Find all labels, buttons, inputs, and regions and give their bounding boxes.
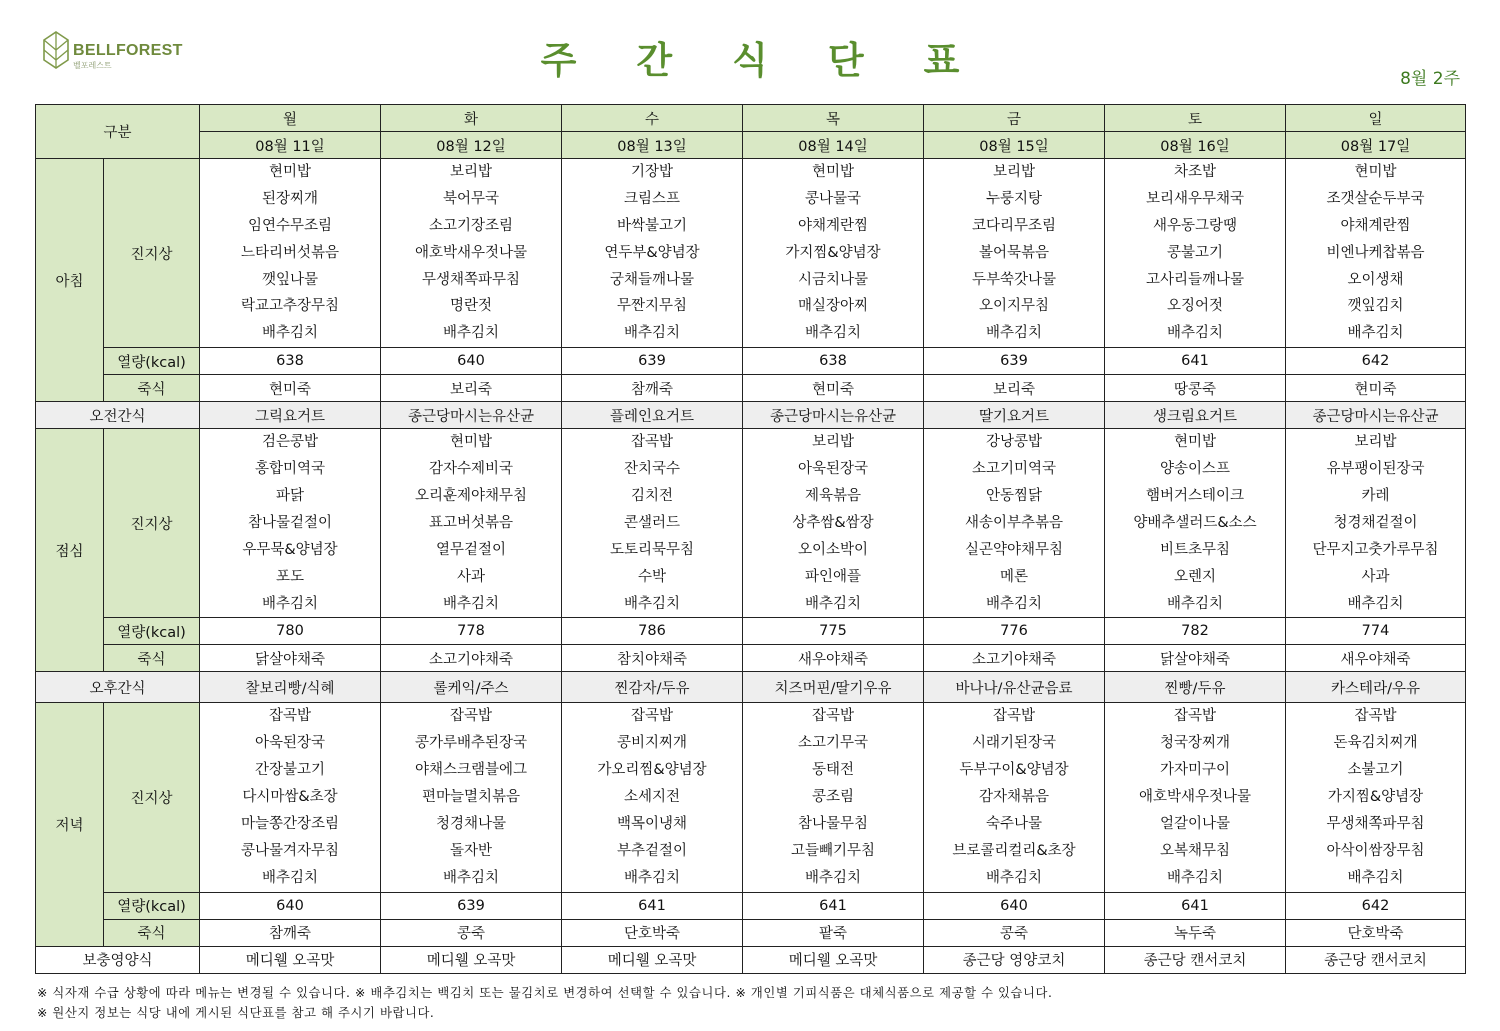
menu-item: 참나물무침 — [797, 816, 869, 833]
kcal-value: 641 — [1105, 348, 1286, 375]
menu-item: 보리밥 — [450, 164, 493, 180]
menu-item: 사과 — [457, 568, 486, 585]
menu-item: 브로콜리컬리&초장 — [952, 842, 1076, 859]
date-header: 08월 16일 — [1105, 132, 1286, 159]
date-header: 08월 13일 — [562, 132, 743, 159]
menu-item: 잡곡밥 — [631, 708, 674, 725]
date-header: 08월 12일 — [381, 132, 562, 159]
menu-item: 현미밥 — [450, 434, 493, 451]
kcal-value: 774 — [1286, 618, 1466, 645]
menu-item: 콩불고기 — [1167, 244, 1224, 261]
menu-item: 실곤약야채무침 — [964, 541, 1064, 558]
menu-item: 크림스프 — [624, 190, 681, 207]
snack-item: 메디웰 오곡맛 — [381, 946, 562, 973]
kcal-value: 640 — [924, 892, 1105, 919]
menu-item: 두부구이&양념장 — [959, 762, 1069, 779]
kcal-label: 열량(kcal) — [104, 618, 200, 645]
snack-item: 생크림요거트 — [1105, 402, 1286, 429]
menu-item: 배추김치 — [1347, 595, 1404, 612]
menu-item: 시래기된장국 — [971, 735, 1057, 752]
kcal-label: 열량(kcal) — [104, 348, 200, 375]
menu-cell — [381, 429, 562, 618]
meal-label-dinner: 저녁 — [36, 703, 104, 946]
menu-item: 부추겉절이 — [616, 842, 688, 859]
brand-name: BELLFOREST — [73, 42, 183, 59]
menu-item: 단무지고춧가루무침 — [1312, 541, 1439, 558]
menu-item: 야채계란찜 — [797, 217, 869, 234]
menu-item: 기장밥 — [631, 164, 674, 180]
porridge-item: 닭살야채죽 — [200, 645, 381, 672]
week-label: 8월 2주 — [1400, 69, 1460, 89]
kcal-value: 639 — [562, 348, 743, 375]
menu-item: 고사리들깨나물 — [1145, 271, 1245, 288]
menu-item: 볼어묵볶음 — [978, 244, 1050, 261]
snack-item: 그릭요거트 — [200, 402, 381, 429]
menu-item: 무짠지무침 — [616, 298, 688, 315]
porridge-item: 녹두죽 — [1105, 919, 1286, 946]
menu-item: 명란젓 — [450, 298, 493, 315]
main-meal-label: 진지상 — [104, 159, 200, 348]
menu-item: 매실장아찌 — [797, 298, 869, 315]
kcal-value: 641 — [562, 892, 743, 919]
kcal-value: 639 — [924, 348, 1105, 375]
kcal-label: 열량(kcal) — [104, 892, 200, 919]
menu-item: 감자채볶음 — [978, 789, 1050, 806]
menu-item: 느타리버섯볶음 — [240, 244, 340, 261]
menu-item: 도토리묵무침 — [609, 541, 695, 558]
menu-cell — [1105, 429, 1286, 618]
snack-item: 플레인요거트 — [562, 402, 743, 429]
menu-item: 사과 — [1361, 568, 1390, 585]
menu-item: 상추쌈&쌈장 — [792, 514, 874, 531]
porridge-item: 참깨죽 — [562, 375, 743, 402]
menu-item: 김치전 — [631, 488, 674, 505]
snack-item: 치즈머핀/딸기우유 — [743, 672, 924, 703]
menu-item: 된장찌개 — [262, 190, 319, 207]
menu-item: 배추김치 — [986, 595, 1043, 612]
menu-item: 청국장찌개 — [1159, 735, 1231, 752]
porridge-item: 콩죽 — [381, 919, 562, 946]
menu-item: 오이소박이 — [797, 541, 869, 558]
porridge-item: 팥죽 — [743, 919, 924, 946]
porridge-item: 보리죽 — [381, 375, 562, 402]
menu-item: 배추김치 — [624, 869, 681, 886]
kcal-value: 780 — [200, 618, 381, 645]
menu-item: 잡곡밥 — [1354, 708, 1397, 725]
snack-item: 딸기요거트 — [924, 402, 1105, 429]
snack-item: 메디웰 오곡맛 — [200, 946, 381, 973]
menu-item: 소고기무국 — [797, 735, 869, 752]
porridge-item: 땅콩죽 — [1105, 375, 1286, 402]
menu-item: 연두부&양념장 — [604, 244, 700, 261]
menu-item: 배추김치 — [1167, 595, 1224, 612]
menu-item: 열무겉절이 — [435, 541, 507, 558]
menu-item: 배추김치 — [805, 869, 862, 886]
menu-cell — [1105, 159, 1286, 348]
menu-item: 시금치나물 — [797, 271, 869, 288]
menu-item: 마늘쫑간장조림 — [240, 816, 340, 833]
menu-item: 백목이냉채 — [616, 816, 688, 833]
menu-item: 아삭이쌈장무침 — [1326, 842, 1425, 859]
kcal-value: 638 — [200, 348, 381, 375]
menu-item: 콩나물겨자무침 — [240, 842, 340, 859]
menu-item: 오징어젓 — [1167, 298, 1224, 315]
menu-item: 배추김치 — [443, 325, 500, 342]
menu-item: 잡곡밥 — [993, 708, 1036, 725]
menu-item: 메론 — [1000, 568, 1029, 585]
menu-cell — [924, 703, 1105, 892]
menu-cell — [924, 159, 1105, 348]
porridge-item: 현미죽 — [200, 375, 381, 402]
snack-item: 카스테라/우유 — [1286, 672, 1466, 703]
menu-item: 깻잎나물 — [262, 271, 319, 288]
snack-item: 종근당 캔서코치 — [1286, 946, 1466, 973]
menu-item: 배추김치 — [262, 869, 319, 886]
menu-item: 콘샐러드 — [624, 514, 681, 531]
meal-label-breakfast: 아침 — [36, 159, 104, 402]
menu-item: 깻잎김치 — [1347, 298, 1404, 315]
menu-item: 검은콩밥 — [262, 434, 319, 451]
menu-item: 보리밥 — [812, 434, 855, 451]
menu-item: 현미밥 — [1174, 434, 1217, 451]
menu-item: 청경채나물 — [435, 816, 507, 833]
menu-cell — [200, 703, 381, 892]
menu-item: 북어무국 — [443, 190, 500, 207]
menu-item: 임연수무조림 — [247, 217, 333, 234]
menu-item: 잡곡밥 — [269, 708, 312, 725]
menu-item: 가오리찜&양념장 — [597, 762, 707, 779]
menu-item: 콩조림 — [812, 789, 855, 806]
kcal-value: 640 — [200, 892, 381, 919]
day-header: 수 — [562, 105, 743, 132]
menu-cell — [743, 703, 924, 892]
page-title: 주간식단표 — [540, 39, 1020, 82]
menu-cell — [200, 159, 381, 348]
snack-item: 메디웰 오곡맛 — [562, 946, 743, 973]
menu-item: 비트초무침 — [1159, 541, 1231, 558]
note-line: ※ 원산지 정보는 식당 내에 게시된 식단표를 참고 해 주시기 바랍니다. — [37, 1006, 435, 1020]
menu-item: 배추김치 — [1347, 325, 1404, 342]
menu-item: 잡곡밥 — [631, 434, 674, 451]
menu-item: 두부쑥갓나물 — [971, 271, 1057, 288]
corner-header: 구분 — [36, 105, 200, 159]
menu-item: 보리밥 — [1354, 434, 1397, 451]
kcal-value: 642 — [1286, 892, 1466, 919]
menu-item: 새우동그랑땡 — [1152, 217, 1238, 234]
menu-item: 배추김치 — [1167, 869, 1224, 886]
menu-cell — [381, 159, 562, 348]
menu-item: 배추김치 — [262, 325, 319, 342]
menu-item: 무생채쪽파무침 — [421, 271, 521, 288]
porridge-item: 단호박죽 — [1286, 919, 1466, 946]
kcal-value: 641 — [1105, 892, 1286, 919]
day-header: 월 — [200, 105, 381, 132]
menu-item: 잔치국수 — [624, 461, 681, 478]
menu-cell — [1105, 703, 1286, 892]
menu-item: 비엔나케찹볶음 — [1326, 244, 1425, 261]
menu-cell — [562, 703, 743, 892]
menu-item: 참나물겉절이 — [247, 514, 333, 531]
menu-item: 감자수제비국 — [428, 461, 514, 478]
am-snack-label: 오전간식 — [36, 402, 200, 429]
menu-item: 얼갈이나물 — [1159, 816, 1231, 833]
menu-item: 배추김치 — [805, 325, 862, 342]
porridge-label: 죽식 — [104, 919, 200, 946]
pm-snack-label: 오후간식 — [36, 672, 200, 703]
menu-item: 잡곡밥 — [1174, 708, 1217, 725]
menu-cell — [1286, 429, 1466, 618]
menu-item: 애호박새우젓나물 — [414, 244, 528, 261]
menu-item: 배추김치 — [624, 325, 681, 342]
snack-item: 바나나/유산균음료 — [924, 672, 1105, 703]
menu-item: 수박 — [638, 568, 667, 585]
date-header: 08월 11일 — [200, 132, 381, 159]
menu-item: 아욱된장국 — [254, 735, 326, 752]
kcal-value: 638 — [743, 348, 924, 375]
menu-item: 파인애플 — [805, 568, 862, 585]
date-header: 08월 15일 — [924, 132, 1105, 159]
menu-item: 햄버거스테이크 — [1145, 488, 1245, 505]
menu-item: 콩나물국 — [805, 190, 862, 207]
weekly-menu-table — [35, 104, 1466, 974]
porridge-item: 참깨죽 — [200, 919, 381, 946]
kcal-value: 786 — [562, 618, 743, 645]
footer-notes — [37, 983, 1053, 1023]
menu-item: 잡곡밥 — [450, 708, 493, 725]
menu-item: 우무묵&양념장 — [242, 541, 338, 558]
menu-item: 가지찜&양념장 — [785, 244, 881, 261]
menu-item: 오이생채 — [1347, 271, 1404, 288]
menu-item: 잡곡밥 — [812, 708, 855, 725]
menu-item: 오렌지 — [1174, 568, 1217, 585]
note-line: ※ 식자재 수급 상황에 따라 메뉴는 변경될 수 있습니다. ※ 배추김치는 백김치 또는 물김치로 변경하여 선택할 수 있습니다. ※ 개인별 기피식품은 대체식품으로 제공할 수 있습니다. — [37, 986, 1053, 1000]
menu-item: 표고버섯볶음 — [428, 514, 514, 531]
kcal-value: 776 — [924, 618, 1105, 645]
menu-item: 애호박새우젓나물 — [1138, 789, 1252, 806]
menu-item: 숙주나물 — [986, 816, 1043, 833]
menu-item: 카레 — [1361, 488, 1390, 505]
snack-item: 메디웰 오곡맛 — [743, 946, 924, 973]
menu-item: 돈육김치찌개 — [1333, 735, 1418, 752]
menu-item: 오리훈제야채무침 — [414, 488, 528, 505]
menu-item: 배추김치 — [986, 869, 1043, 886]
menu-item: 현미밥 — [812, 164, 855, 180]
menu-item: 포도 — [276, 568, 305, 585]
menu-item: 다시마쌈&초장 — [242, 789, 338, 806]
porridge-item: 새우야채죽 — [1286, 645, 1466, 672]
menu-item: 새송이부추볶음 — [964, 514, 1064, 531]
menu-item: 보리새우무채국 — [1145, 190, 1245, 207]
porridge-label: 죽식 — [104, 375, 200, 402]
day-header: 토 — [1105, 105, 1286, 132]
menu-item: 배추김치 — [262, 595, 319, 612]
porridge-item: 현미죽 — [743, 375, 924, 402]
snack-item: 찐감자/두유 — [562, 672, 743, 703]
menu-cell — [1286, 703, 1466, 892]
menu-item: 유부팽이된장국 — [1326, 461, 1425, 478]
kcal-value: 778 — [381, 618, 562, 645]
menu-item: 홍합미역국 — [254, 461, 326, 478]
menu-item: 현미밥 — [1354, 164, 1397, 180]
porridge-item: 닭살야채죽 — [1105, 645, 1286, 672]
porridge-item: 소고기야채죽 — [381, 645, 562, 672]
menu-item: 오이지무침 — [978, 298, 1050, 315]
menu-cell — [743, 429, 924, 618]
menu-item: 양송이스프 — [1159, 461, 1231, 478]
day-header: 일 — [1286, 105, 1466, 132]
kcal-value: 639 — [381, 892, 562, 919]
porridge-label: 죽식 — [104, 645, 200, 672]
menu-item: 현미밥 — [269, 164, 312, 180]
menu-cell — [381, 703, 562, 892]
porridge-item: 소고기야채죽 — [924, 645, 1105, 672]
menu-item: 배추김치 — [986, 325, 1043, 342]
day-header: 금 — [924, 105, 1105, 132]
day-header: 화 — [381, 105, 562, 132]
menu-item: 콩가루배추된장국 — [414, 735, 528, 752]
menu-item: 조갯살순두부국 — [1326, 190, 1425, 207]
menu-item: 배추김치 — [1167, 325, 1224, 342]
menu-item: 가지찜&양념장 — [1327, 789, 1424, 806]
snack-item: 종근당마시는유산균 — [1286, 402, 1466, 429]
snack-item: 찰보리빵/식혜 — [200, 672, 381, 703]
date-header: 08월 14일 — [743, 132, 924, 159]
porridge-item: 새우야채죽 — [743, 645, 924, 672]
menu-item: 보리밥 — [993, 164, 1036, 180]
brand-subtitle: 벨포레스트 — [73, 61, 112, 70]
porridge-item: 단호박죽 — [562, 919, 743, 946]
porridge-item: 참치야채죽 — [562, 645, 743, 672]
menu-item: 편마늘멸치볶음 — [421, 789, 521, 806]
porridge-item: 콩죽 — [924, 919, 1105, 946]
menu-item: 안동찜닭 — [986, 488, 1043, 505]
porridge-item: 보리죽 — [924, 375, 1105, 402]
kcal-value: 640 — [381, 348, 562, 375]
snack-item: 찐빵/두유 — [1105, 672, 1286, 703]
kcal-value: 641 — [743, 892, 924, 919]
menu-item: 소세지전 — [624, 789, 681, 806]
snack-item: 종근당마시는유산균 — [381, 402, 562, 429]
menu-item: 배추김치 — [443, 869, 500, 886]
menu-item: 간장불고기 — [254, 762, 326, 779]
menu-item: 오복채무침 — [1159, 842, 1231, 859]
kcal-value: 782 — [1105, 618, 1286, 645]
menu-item: 돌자반 — [450, 842, 493, 859]
menu-item: 강낭콩밥 — [986, 434, 1043, 451]
menu-item: 소불고기 — [1347, 762, 1404, 779]
supplement-label: 보충영양식 — [36, 946, 200, 973]
menu-item: 배추김치 — [443, 595, 500, 612]
menu-item: 아욱된장국 — [797, 461, 869, 478]
menu-item: 콩비지찌개 — [616, 735, 688, 752]
menu-item: 가자미구이 — [1159, 762, 1231, 779]
menu-item: 코다리무조림 — [971, 217, 1057, 234]
menu-item: 청경채겉절이 — [1333, 514, 1418, 531]
kcal-value: 775 — [743, 618, 924, 645]
menu-cell — [200, 429, 381, 618]
menu-item: 누룽지탕 — [986, 190, 1043, 207]
porridge-item: 현미죽 — [1286, 375, 1466, 402]
kcal-value: 642 — [1286, 348, 1466, 375]
menu-item: 양배추샐러드&소스 — [1133, 514, 1257, 531]
menu-item: 배추김치 — [805, 595, 862, 612]
menu-item: 궁채들깨나물 — [609, 271, 695, 288]
meal-label-lunch: 점심 — [36, 429, 104, 672]
snack-item: 종근당 캔서코치 — [1105, 946, 1286, 973]
menu-item: 제육볶음 — [805, 488, 862, 505]
menu-item: 동태전 — [812, 762, 855, 779]
menu-item: 야채스크램블에그 — [414, 762, 528, 779]
menu-cell — [1286, 159, 1466, 348]
menu-item: 파닭 — [276, 488, 305, 505]
menu-cell — [562, 429, 743, 618]
date-header: 08월 17일 — [1286, 132, 1466, 159]
main-meal-label: 진지상 — [104, 429, 200, 618]
snack-item: 종근당 영양코치 — [924, 946, 1105, 973]
main-meal-label: 진지상 — [104, 703, 200, 892]
menu-item: 배추김치 — [624, 595, 681, 612]
snack-item: 종근당마시는유산균 — [743, 402, 924, 429]
menu-cell — [924, 429, 1105, 618]
menu-cell — [743, 159, 924, 348]
menu-item: 락교고추장무침 — [240, 298, 340, 315]
day-header: 목 — [743, 105, 924, 132]
menu-cell — [562, 159, 743, 348]
snack-item: 롤케익/주스 — [381, 672, 562, 703]
menu-item: 소고기미역국 — [971, 461, 1057, 478]
menu-item: 소고기장조림 — [428, 217, 514, 234]
menu-item: 바싹불고기 — [616, 217, 688, 234]
menu-item: 차조밥 — [1174, 164, 1217, 180]
menu-item: 야채계란찜 — [1340, 217, 1411, 234]
menu-item: 배추김치 — [1347, 869, 1404, 886]
menu-item: 고들빼기무침 — [790, 842, 876, 859]
menu-item: 무생채쪽파무침 — [1326, 816, 1425, 833]
